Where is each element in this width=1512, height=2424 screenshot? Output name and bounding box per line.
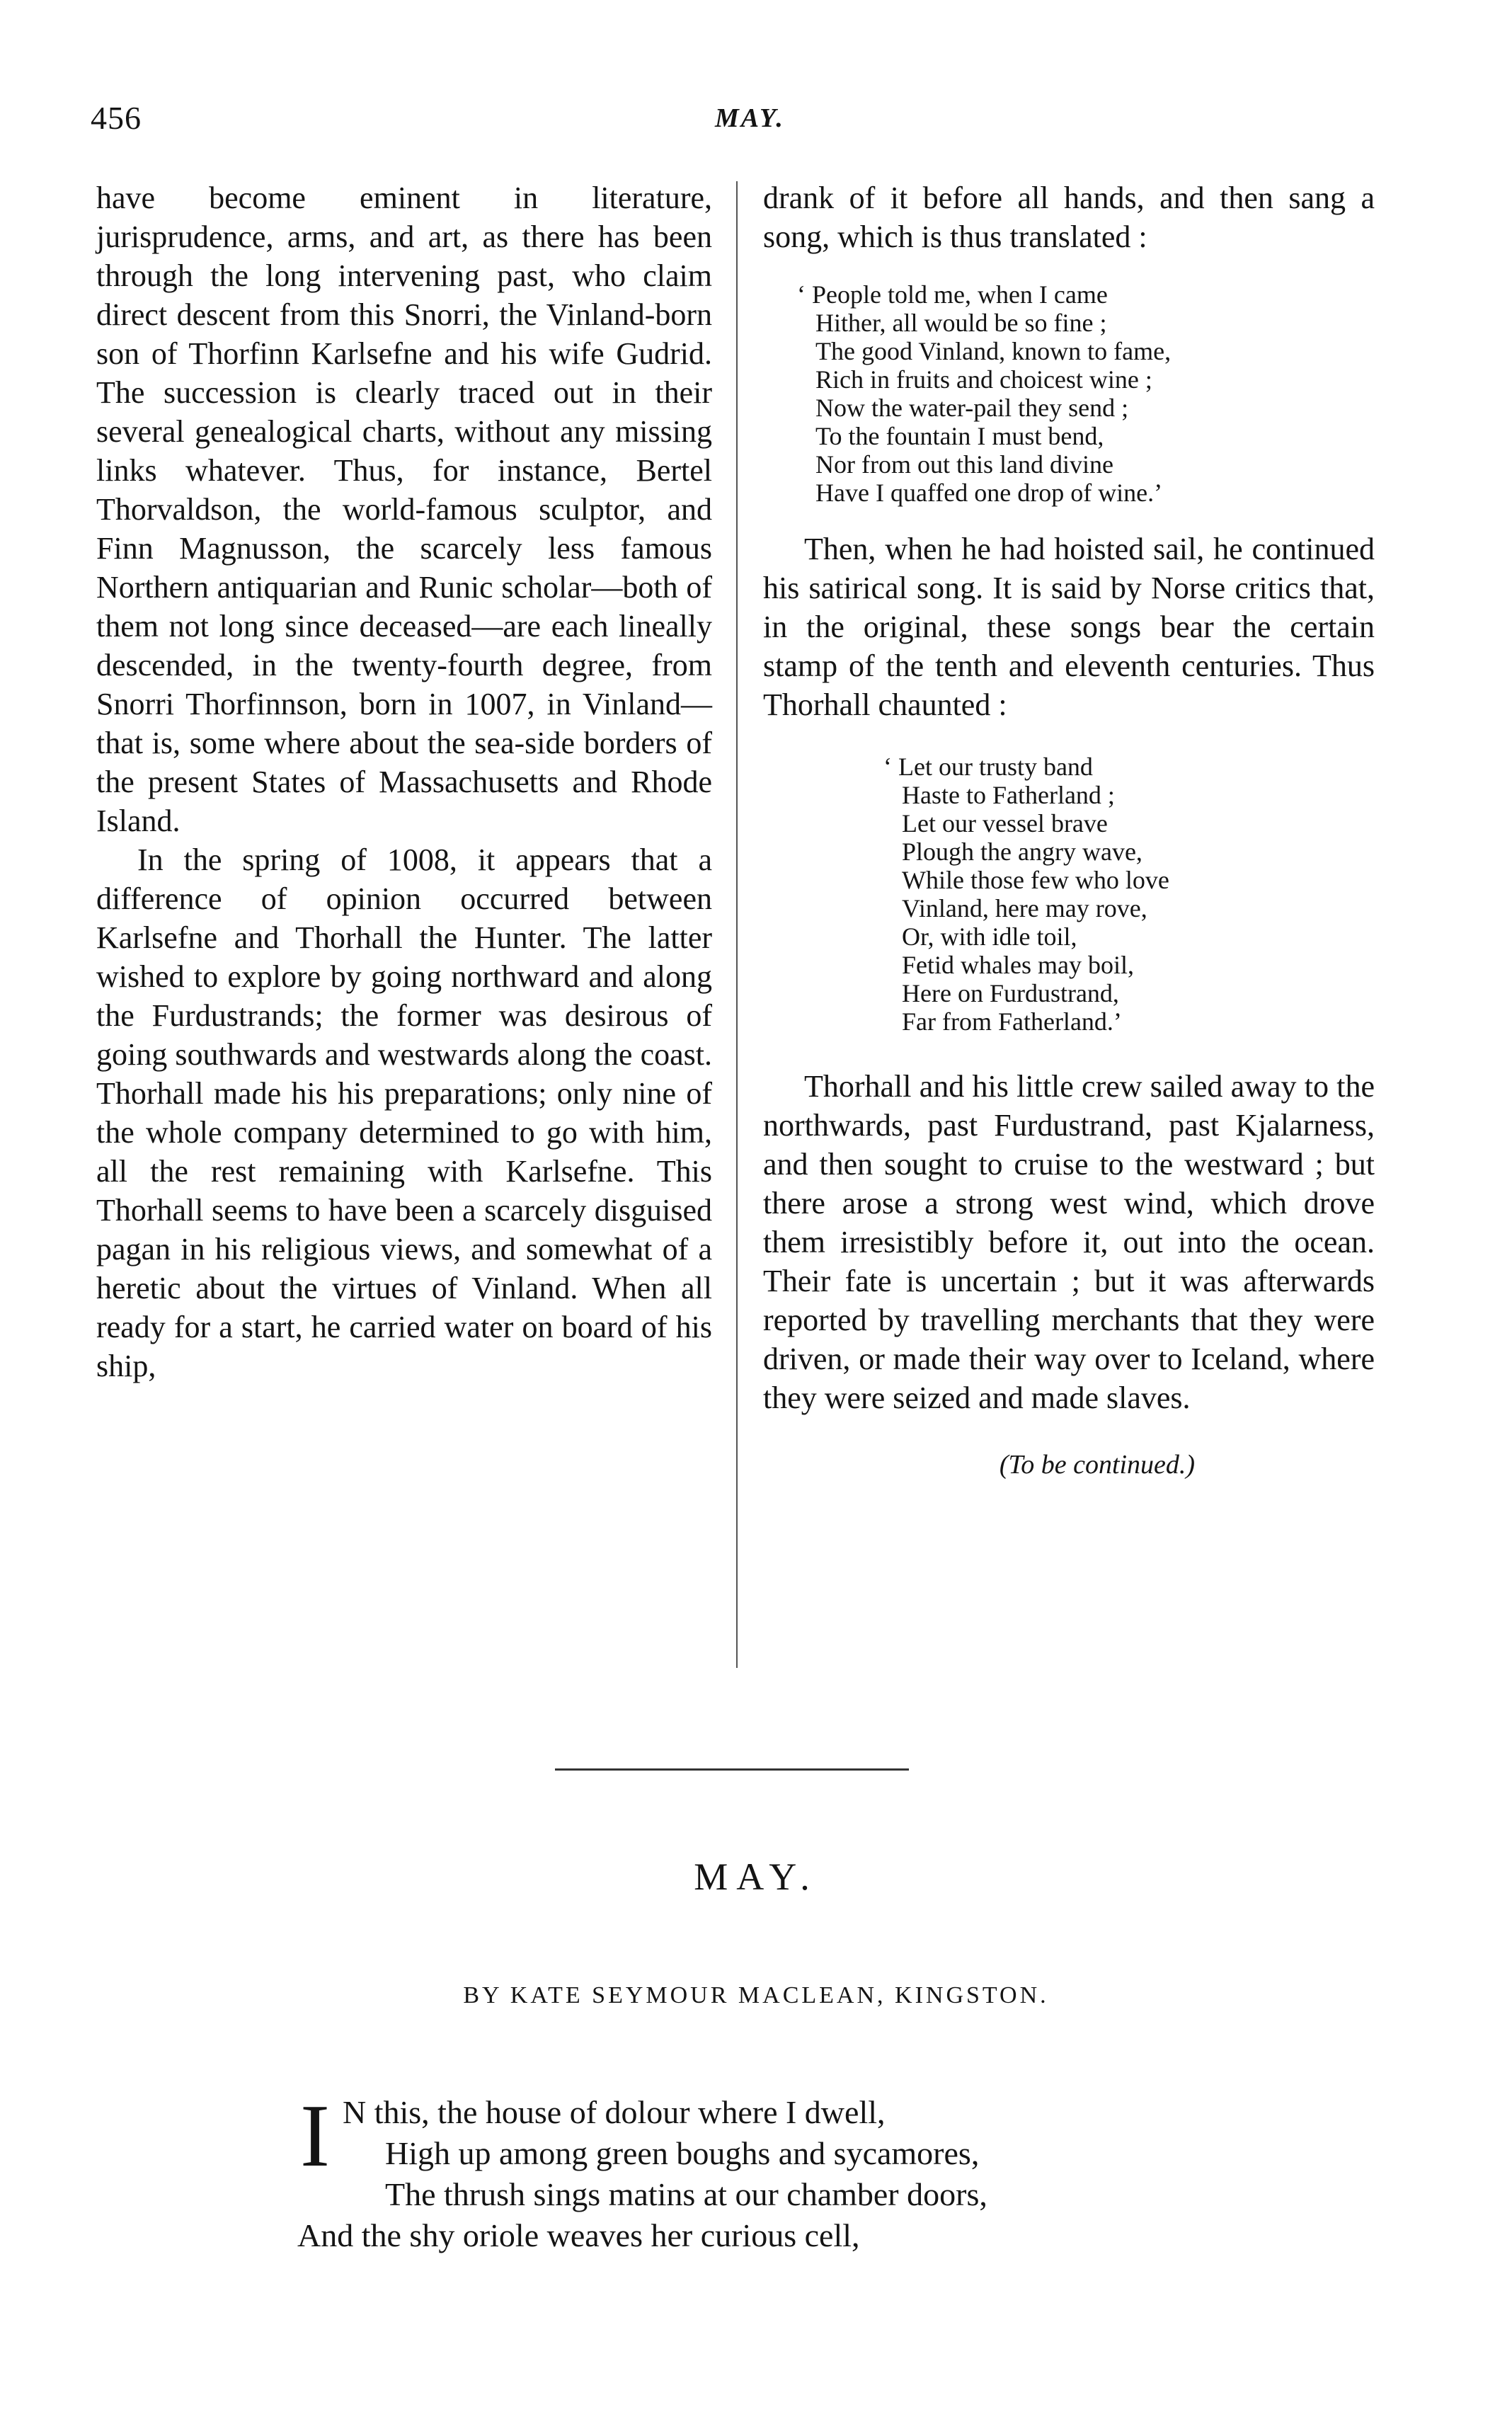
verse-line: Fetid whales may boil,: [902, 951, 1134, 979]
paragraph: Thorhall and his little crew sailed away to the northwards, past Furdustrand, past Kjalarness, and then sought to cruise to the westward ; but there arose a strong west wind, which drove them irresistibly before it, out into the ocean. Their fate is uncertain ; but it was afterwards reported by travelling merchants that they were driven, or made their way over to Iceland, where they were seized and made slaves.: [763, 1069, 1375, 1415]
continued-note: (To be continued.): [999, 1450, 1196, 1480]
verse-line: Haste to Fatherland ;: [902, 781, 1115, 809]
verse-line: The good Vinland, known to fame,: [815, 337, 1172, 365]
paragraph: have become eminent in literature, jurisprudence, arms, and art, as there has been through the long intervening past, who claim direct descent from this Snorri, the Vinland-born son of Thorfinn Karlsefne and his wife Gudrid. The succession is clearly traced out in their several genealogical charts, without any missing links whatever. Thus, for instance, Bertel Thorvaldson, the world-famous sculptor, and Finn Magnusson, the scarcely less famous Northern antiquarian and Runic scholar—both of them not long since deceased—are each lineally descended, in the twenty-fourth degree, from Snorri Thorfinnson, born in 1007, in Vinland—that is, some where about the sea-side borders of the present States of Massachusetts and Rhode Island.: [96, 181, 712, 838]
column-rule: [736, 181, 738, 1668]
verse-line: Nor from out this land divine: [815, 450, 1113, 479]
verse-line: Vinland, here may rove,: [902, 894, 1147, 922]
poem-line: High up among green boughs and sycamores,: [385, 2135, 980, 2171]
paragraph: drank of it before all hands, and then sang a song, which is thus translated :: [763, 181, 1375, 254]
verse-line: Hither, all would be so fine ;: [815, 309, 1107, 337]
verse-line: Far from Fatherland.’: [902, 1007, 1122, 1036]
paragraph: In the spring of 1008, it appears that a difference of opinion occurred between Karlsefne and Thorhall the Hunter. The latter wished to explore by going northward and along the Furdustrands; the former was desirous of going southwards and westwards along the coast. Thorhall made his his preparations; only nine of the whole company determined to go with him, all the rest remaining with Karlsefne. This Thorhall seems to have been a scarcely disguised pagan in his religious views, and somewhat of a heretic about the virtues of Vinland. When all ready for a start, he carried water on board of his ship,: [96, 842, 712, 1383]
verse-line: Now the water-pail they send ;: [815, 394, 1129, 422]
verse-line: Here on Furdustrand,: [902, 979, 1119, 1007]
section-divider: [555, 1768, 909, 1771]
verse-line: Plough the angry wave,: [902, 837, 1142, 866]
right-column: [763, 178, 1375, 1485]
poem-byline: BY KATE SEYMOUR MACLEAN, KINGSTON.: [463, 1982, 1049, 2008]
verse-line: ‘ Let our trusty band: [883, 753, 1093, 781]
paragraph: Then, when he had hoisted sail, he continued his satirical song. It is said by Norse critics that, in the original, these songs bear the certain stamp of the tenth and eleventh centuries. Thus Thorhall chaunted :: [763, 532, 1375, 722]
drop-cap: I: [300, 2087, 330, 2185]
verse-line: While those few who love: [902, 866, 1169, 894]
page-number: 456: [91, 100, 142, 136]
poem-line: And the shy oriole weaves her curious cell,: [297, 2217, 860, 2253]
left-column: [96, 178, 712, 1385]
verse-line: To the fountain I must bend,: [815, 422, 1104, 450]
poem-line: N this, the house of dolour where I dwell,: [343, 2094, 886, 2130]
verse-line: Let our vessel brave: [902, 809, 1108, 837]
verse-line: ‘ People told me, when I came: [797, 280, 1108, 309]
poem-line: The thrush sings matins at our chamber doors,: [385, 2176, 987, 2212]
verse-line: Rich in fruits and choicest wine ;: [815, 365, 1152, 394]
poem-title: MAY.: [694, 1856, 818, 1898]
verse-line: Have I quaffed one drop of wine.’: [815, 479, 1163, 507]
verse-line: Or, with idle toil,: [902, 922, 1077, 951]
verse-quote: [797, 280, 1375, 507]
running-head: MAY.: [715, 103, 785, 133]
verse-quote: [883, 753, 1375, 1036]
poem-body: [297, 2087, 987, 2256]
